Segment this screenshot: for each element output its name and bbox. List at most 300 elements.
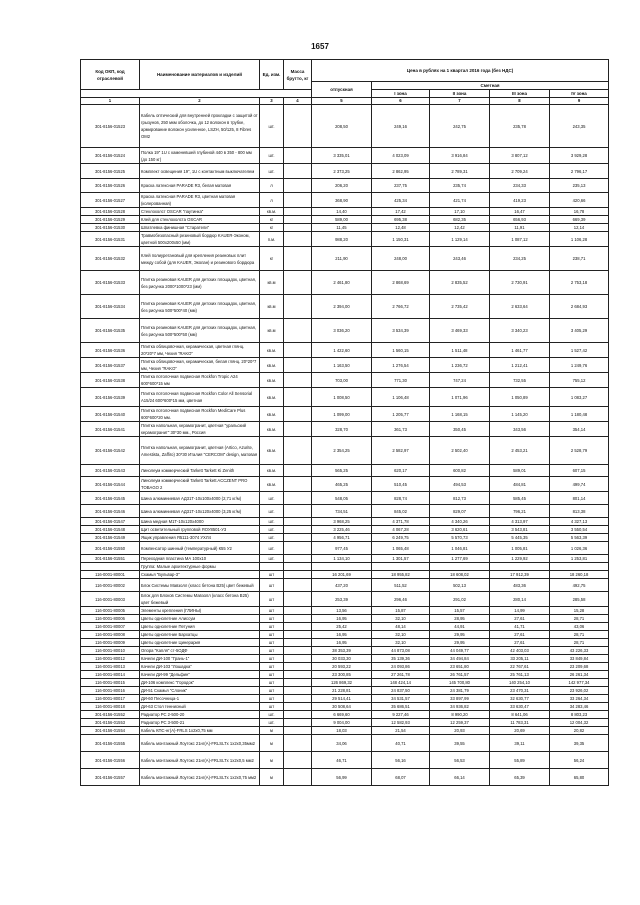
- row-price-release: 46,71: [312, 752, 372, 769]
- row-price-zone-3: 1 050,89: [490, 388, 550, 407]
- table-row: [81, 295, 609, 319]
- table-row: [81, 437, 609, 465]
- header-release-price: отпускная: [312, 82, 372, 98]
- row-price-zone-3: 343,56: [490, 422, 550, 437]
- row-price-release: 1 008,50: [312, 388, 372, 407]
- row-name: Элементы крепления (ГЛИНЫ): [140, 607, 260, 615]
- row-price-zone-4: 43,06: [550, 623, 609, 631]
- row-price-release: 34,06: [312, 735, 372, 752]
- table-row: [81, 477, 609, 492]
- row-price-zone-1: 44 873,08: [372, 647, 430, 655]
- row-code: 301-8156-01556: [81, 752, 140, 769]
- row-unit: шт: [260, 607, 284, 615]
- row-name: Шина медная М1Т-10х120х4000: [140, 518, 260, 526]
- row-price-zone-2: 17,10: [430, 208, 490, 216]
- row-price-zone-4: 12 004,32: [550, 719, 609, 727]
- row-price-zone-1: 1 560,15: [372, 343, 430, 358]
- row-name: Кабель КПС-нг(А)-FRLS 1х2х0,75 мм: [140, 727, 260, 735]
- row-unit: шт: [260, 579, 284, 592]
- row-price-zone-4: 1 527,42: [550, 343, 609, 358]
- row-price-zone-3: 1 087,12: [490, 232, 550, 247]
- row-name: Плитка облицовочная, керамическая, белая глянц. 20*20*7 мм, Чехия "RAKO": [140, 358, 260, 373]
- row-mass: [284, 719, 312, 727]
- row-name: Шина алюминиевая АД31Т-10х100х4000 (2,71 кг/м): [140, 492, 260, 505]
- row-price-zone-1: 32,10: [372, 631, 430, 639]
- row-price-zone-1: 32,10: [372, 639, 430, 647]
- row-price-zone-3: 1 229,92: [490, 555, 550, 563]
- row-price-zone-4: [550, 563, 609, 571]
- row-price-zone-1: 1 301,57: [372, 555, 430, 563]
- row-price-zone-4: 20,82: [550, 727, 609, 735]
- column-index: 2: [140, 98, 260, 105]
- row-price-zone-3: 3 807,12: [490, 148, 550, 164]
- row-unit: л: [260, 179, 284, 193]
- row-price-zone-4: 420,66: [550, 193, 609, 208]
- row-price-zone-2: 5 570,73: [430, 534, 490, 542]
- row-mass: [284, 655, 312, 663]
- row-mass: [284, 388, 312, 407]
- row-price-zone-3: 234,33: [490, 179, 550, 193]
- row-code: 116-0001-80013: [81, 663, 140, 671]
- row-price-zone-2: 34 936,82: [430, 703, 490, 711]
- row-price-zone-2: 812,73: [430, 492, 490, 505]
- row-price-zone-4: 4 327,13: [550, 518, 609, 526]
- row-price-release: 4 956,71: [312, 534, 372, 542]
- row-price-release: 2 373,25: [312, 164, 372, 179]
- row-code: 301-8156-01534: [81, 295, 140, 319]
- row-name: Переходная пластина МА 100х10: [140, 555, 260, 563]
- row-price-zone-3: 33 205,11: [490, 655, 550, 663]
- row-unit: шт.: [260, 148, 284, 164]
- row-price-zone-2: 1 511,48: [430, 343, 490, 358]
- row-price-zone-1: 12 582,93: [372, 719, 430, 727]
- row-price-zone-2: 829,07: [430, 505, 490, 518]
- row-price-zone-4: 34 283,46: [550, 703, 609, 711]
- row-name: Шпатлевка финишная "Старатели": [140, 224, 260, 232]
- row-price-zone-4: 56,24: [550, 752, 609, 769]
- row-mass: [284, 518, 312, 526]
- row-price-zone-1: 2 582,97: [372, 437, 430, 465]
- row-price-zone-4: 492,75: [550, 579, 609, 592]
- row-price-zone-1: 35 686,51: [372, 703, 430, 711]
- table-row: [81, 571, 609, 579]
- table-row: [81, 679, 609, 687]
- row-unit: кв.м.: [260, 208, 284, 216]
- row-price-zone-3: 27,61: [490, 615, 550, 623]
- table-row: [81, 518, 609, 526]
- row-name: ДИ-106 комплекс "Городок": [140, 679, 260, 687]
- row-price-zone-2: 747,24: [430, 373, 490, 388]
- row-unit: м: [260, 735, 284, 752]
- row-price-zone-4: 499,74: [550, 477, 609, 492]
- row-mass: [284, 295, 312, 319]
- row-price-zone-1: 27 261,78: [372, 671, 430, 679]
- row-mass: [284, 247, 312, 271]
- row-name: Компенсатор шинный (температурный) К55 У2: [140, 542, 260, 555]
- row-price-zone-1: 425,34: [372, 193, 430, 208]
- page-number: 1657: [311, 42, 329, 51]
- row-price-zone-4: 2 684,93: [550, 295, 609, 319]
- row-price-zone-2: 1 071,96: [430, 388, 490, 407]
- row-unit: шт.: [260, 719, 284, 727]
- row-unit: м: [260, 752, 284, 769]
- row-price-zone-2: 3 916,84: [430, 148, 490, 164]
- row-name: Опора "Капля" ст-5ОДФ: [140, 647, 260, 655]
- row-unit: шт: [260, 671, 284, 679]
- row-mass: [284, 358, 312, 373]
- row-price-release: 14,40: [312, 208, 372, 216]
- header-zone-4: IV зона: [550, 90, 609, 98]
- row-price-zone-1: 237,75: [372, 179, 430, 193]
- row-price-zone-2: 1 046,81: [430, 542, 490, 555]
- row-unit: шт.: [260, 518, 284, 526]
- row-price-zone-1: 35 139,36: [372, 655, 430, 663]
- row-price-zone-3: 27,61: [490, 639, 550, 647]
- row-price-zone-4: 28,71: [550, 639, 609, 647]
- table-row: [81, 492, 609, 505]
- row-price-zone-4: 1 083,27: [550, 388, 609, 407]
- row-price-zone-4: 2 753,18: [550, 271, 609, 295]
- row-price-release: 16,95: [312, 639, 372, 647]
- header-mass: Масса брутто, кг: [284, 60, 312, 90]
- row-price-zone-2: 350,45: [430, 422, 490, 437]
- row-price-zone-2: 33 897,99: [430, 695, 490, 703]
- row-name: Кабель монтажный Лоутокс 21нг(А)-FRLSLTx 1х2х0,75 мм2: [140, 769, 260, 786]
- row-price-zone-3: 280,14: [490, 592, 550, 607]
- row-price-zone-2: 600,82: [430, 465, 490, 477]
- row-price-release: 1 163,50: [312, 358, 372, 373]
- row-unit: кв.м.: [260, 373, 284, 388]
- row-code: 301-8156-01541: [81, 422, 140, 437]
- column-index: 8: [490, 98, 550, 105]
- row-price-zone-2: 20,93: [430, 727, 490, 735]
- row-name: ДИ-63 Стол теннисный: [140, 703, 260, 711]
- row-price-zone-2: 1 129,14: [430, 232, 490, 247]
- row-name: Щит осветительный групповой ЯОУ8501-У3: [140, 526, 260, 534]
- row-name: Плитка напольная, керамогранит, цветная "уральский керамогранит" 30*30 мм., Россия: [140, 422, 260, 437]
- row-code: 301-8156-01540: [81, 407, 140, 422]
- row-price-release: 9 004,00: [312, 719, 372, 727]
- row-price-release: 25,42: [312, 623, 372, 631]
- row-unit: кв.м.: [260, 388, 284, 407]
- row-price-zone-3: 33 630,47: [490, 703, 550, 711]
- row-price-zone-4: 285,58: [550, 592, 609, 607]
- row-price-zone-3: 14,99: [490, 607, 550, 615]
- table-row: [81, 407, 609, 422]
- row-unit: кг: [260, 247, 284, 271]
- row-mass: [284, 639, 312, 647]
- row-name: Клей полиуретановый для крепления резиновых плит между собой (для KAUER, Эколан) и резинового бордюра: [140, 247, 260, 271]
- row-mass: [284, 164, 312, 179]
- row-price-zone-2: 235,74: [430, 179, 490, 193]
- row-price-zone-1: 40,71: [372, 735, 430, 752]
- row-price-release: 206,20: [312, 179, 372, 193]
- row-code: 301-8156-01549: [81, 534, 140, 542]
- row-code: 301-8156-01553: [81, 719, 140, 727]
- row-unit: шт.: [260, 105, 284, 148]
- row-mass: [284, 271, 312, 295]
- row-price-zone-4: 1 106,28: [550, 232, 609, 247]
- table-row: [81, 422, 609, 437]
- table-row: [81, 655, 609, 663]
- table-row: [81, 542, 609, 555]
- row-unit: кг: [260, 216, 284, 224]
- row-mass: [284, 465, 312, 477]
- column-index-row: [81, 98, 609, 105]
- table-row: [81, 639, 609, 647]
- column-index: 9: [550, 98, 609, 105]
- row-code: 116-0001-80009: [81, 639, 140, 647]
- row-price-zone-1: [372, 563, 430, 571]
- row-unit: шт: [260, 647, 284, 655]
- row-price-zone-3: 419,23: [490, 193, 550, 208]
- column-index: 1: [81, 98, 140, 105]
- row-price-zone-1: 18 955,82: [372, 571, 430, 579]
- row-price-release: 23 300,85: [312, 671, 372, 679]
- table-row: [81, 247, 609, 271]
- table-row: [81, 505, 609, 518]
- table-row: [81, 271, 609, 295]
- row-price-zone-3: 42 403,03: [490, 647, 550, 655]
- row-price-zone-1: 24 093,86: [372, 663, 430, 671]
- row-price-zone-2: 66,14: [430, 769, 490, 786]
- row-unit: кв.м.: [260, 465, 284, 477]
- row-name: Плитка потолочная подвесная Rockfon Tropic A24 600*600*15 мм: [140, 373, 260, 388]
- row-name: Краска латексная PARADE R3, цветная матовая (колерованная): [140, 193, 260, 208]
- row-price-release: 548,05: [312, 492, 372, 505]
- row-price-zone-1: 4 067,28: [372, 526, 430, 534]
- row-price-zone-1: 34 531,57: [372, 695, 430, 703]
- row-price-release: 977,45: [312, 542, 372, 555]
- row-code: 116-0001-80016: [81, 687, 140, 695]
- row-price-zone-1: 6 249,75: [372, 534, 430, 542]
- row-name: Блок Системы Мавзолл (класс бетона В25) цвет бежевый: [140, 579, 260, 592]
- row-name: Линолеум коммерческий Tarkett Tarkett ACCZENT PRO TOBAGO 2: [140, 477, 260, 492]
- row-mass: [284, 695, 312, 703]
- row-price-zone-3: 235,78: [490, 105, 550, 148]
- row-price-zone-2: 3 620,61: [430, 526, 490, 534]
- table-row: [81, 358, 609, 373]
- row-mass: [284, 555, 312, 563]
- row-price-zone-2: 1 277,69: [430, 555, 490, 563]
- row-price-zone-4: 813,38: [550, 505, 609, 518]
- row-mass: [284, 542, 312, 555]
- row-price-zone-3: 484,81: [490, 477, 550, 492]
- table-row: [81, 615, 609, 623]
- row-code: 301-8156-01536: [81, 343, 140, 358]
- row-price-zone-4: 1 026,36: [550, 542, 609, 555]
- row-name: Радиатор РС 3-500-21: [140, 719, 260, 727]
- row-price-release: 208,50: [312, 105, 372, 148]
- row-price-zone-1: 620,17: [372, 465, 430, 477]
- row-price-zone-3: 55,89: [490, 752, 550, 769]
- table-row: [81, 711, 609, 719]
- row-price-zone-2: 243,46: [430, 247, 490, 271]
- row-name: Плитка резиновая KAUER для детских площадок, цветная, без рисунка 2000*1000*23 (мм): [140, 271, 260, 295]
- row-code: 301-8156-01523: [81, 105, 140, 148]
- table-row: [81, 607, 609, 615]
- row-code: 116-0001-80006: [81, 615, 140, 623]
- row-unit: кв.м.: [260, 477, 284, 492]
- row-price-zone-4: 3 929,28: [550, 148, 609, 164]
- row-unit: шт: [260, 695, 284, 703]
- row-price-release: 2 354,25: [312, 437, 372, 465]
- row-price-zone-1: 2 868,69: [372, 271, 430, 295]
- row-price-zone-3: 16,47: [490, 208, 550, 216]
- row-price-zone-2: 242,75: [430, 105, 490, 148]
- row-name: Цветы однолетние Цинерария: [140, 639, 260, 647]
- row-price-zone-4: 16,78: [550, 208, 609, 216]
- row-price-zone-2: 2 735,42: [430, 295, 490, 319]
- row-price-zone-1: 68,07: [372, 769, 430, 786]
- row-price-zone-1: 48,14: [372, 623, 430, 631]
- row-unit: шт.: [260, 492, 284, 505]
- table-row: [81, 179, 609, 193]
- row-price-release: 1 422,60: [312, 343, 372, 358]
- row-unit: кг: [260, 224, 284, 232]
- row-price-zone-1: 24 837,50: [372, 687, 430, 695]
- table-row: [81, 373, 609, 388]
- table-row: [81, 105, 609, 148]
- row-name: Плитка потолочная подвесная Rockfon MediCare Plus 600*600*20 мм.: [140, 407, 260, 422]
- row-unit: шт: [260, 663, 284, 671]
- row-price-zone-1: 1 106,48: [372, 388, 430, 407]
- row-price-release: 589,00: [312, 216, 372, 224]
- row-code: 301-8156-01538: [81, 373, 140, 388]
- row-price-release: 16 201,69: [312, 571, 372, 579]
- row-unit: м: [260, 769, 284, 786]
- table-row: [81, 148, 609, 164]
- row-price-zone-3: 796,21: [490, 505, 550, 518]
- row-price-zone-3: 589,01: [490, 465, 550, 477]
- row-price-zone-4: 1 180,48: [550, 407, 609, 422]
- row-price-zone-3: 39,11: [490, 735, 550, 752]
- row-code: 301-8156-01551: [81, 555, 140, 563]
- row-price-zone-2: 28,95: [430, 615, 490, 623]
- row-mass: [284, 216, 312, 224]
- row-code: 116-0001-80015: [81, 679, 140, 687]
- row-price-release: 988,20: [312, 232, 372, 247]
- row-price-zone-1: 510,45: [372, 477, 430, 492]
- row-mass: [284, 752, 312, 769]
- row-price-zone-4: 235,13: [550, 179, 609, 193]
- row-price-zone-1: 828,74: [372, 492, 430, 505]
- row-price-zone-2: 8 990,20: [430, 711, 490, 719]
- row-price-zone-2: 2 502,40: [430, 437, 490, 465]
- row-price-release: 3 968,25: [312, 518, 372, 526]
- row-price-zone-4: 2 528,79: [550, 437, 609, 465]
- row-mass: [284, 579, 312, 592]
- row-code: 301-8156-01557: [81, 769, 140, 786]
- row-price-zone-3: 23 470,31: [490, 687, 550, 695]
- row-price-zone-4: 18 260,18: [550, 571, 609, 579]
- row-code: 301-8156-01554: [81, 727, 140, 735]
- row-mass: [284, 437, 312, 465]
- row-unit: шт.: [260, 542, 284, 555]
- table-row: [81, 592, 609, 607]
- row-unit: шт: [260, 592, 284, 607]
- row-code: 301-8156-01550: [81, 542, 140, 555]
- row-price-zone-2: 29,95: [430, 639, 490, 647]
- row-price-zone-2: 2 835,52: [430, 271, 490, 295]
- row-price-zone-2: 15,57: [430, 607, 490, 615]
- row-unit: кв.м: [260, 319, 284, 343]
- row-unit: кв.м.: [260, 407, 284, 422]
- row-price-zone-2: 502,13: [430, 579, 490, 592]
- row-price-release: 3 036,20: [312, 319, 372, 343]
- row-mass: [284, 563, 312, 571]
- row-name: Плитка резиновая KAUER для детских площадок, цветная, без рисунка 500*500*50 (мм): [140, 319, 260, 343]
- row-price-zone-4: 238,71: [550, 247, 609, 271]
- row-unit: шт.: [260, 711, 284, 719]
- row-price-release: 126 869,32: [312, 679, 372, 687]
- row-name: Линолеум коммерческий Tarkett Tarkett Ki Zenith: [140, 465, 260, 477]
- row-name: Полка 19" 1U с каменевшей глубиной 440 в 350 - 800 мм (до 150 кг): [140, 148, 260, 164]
- row-price-release: 30 033,30: [312, 655, 372, 663]
- row-price-release: 18,03: [312, 727, 372, 735]
- row-price-release: 2 394,00: [312, 295, 372, 319]
- header-spacer: [81, 90, 312, 98]
- row-price-zone-4: 1 249,76: [550, 358, 609, 373]
- row-unit: кв.м: [260, 271, 284, 295]
- row-price-zone-4: 65,80: [550, 769, 609, 786]
- row-price-zone-3: 4 313,97: [490, 518, 550, 526]
- row-price-zone-2: 39,55: [430, 735, 490, 752]
- row-price-zone-4: 15,28: [550, 607, 609, 615]
- row-price-release: 253,39: [312, 592, 372, 607]
- row-code: 116-0001-80017: [81, 695, 140, 703]
- row-code: 301-8156-01532: [81, 247, 140, 271]
- row-unit: шт: [260, 655, 284, 663]
- row-name: Качели ДИ-99 "Дельфин": [140, 671, 260, 679]
- row-price-zone-4: 26 261,34: [550, 671, 609, 679]
- row-price-release: 211,90: [312, 247, 372, 271]
- row-mass: [284, 208, 312, 216]
- row-name: Группа: Малые архитектурные формы: [140, 563, 260, 571]
- row-price-zone-3: 22 767,61: [490, 663, 550, 671]
- row-price-zone-2: 12,42: [430, 224, 490, 232]
- row-unit: шт: [260, 615, 284, 623]
- row-price-zone-3: 2 633,64: [490, 295, 550, 319]
- row-mass: [284, 505, 312, 518]
- row-code: 116-0001-80012: [81, 655, 140, 663]
- header-price-group: Цена в рублях на 1 квартал 2016 года (без НДС): [312, 60, 609, 82]
- row-price-zone-1: 9 227,46: [372, 711, 430, 719]
- row-mass: [284, 148, 312, 164]
- row-price-zone-1: 56,16: [372, 752, 430, 769]
- row-code: 301-8156-01542: [81, 437, 140, 465]
- row-unit: кв.м.: [260, 358, 284, 373]
- row-price-zone-2: 145 700,80: [430, 679, 490, 687]
- row-price-zone-4: 12,14: [550, 224, 609, 232]
- row-price-zone-1: 12,48: [372, 224, 430, 232]
- table-row: [81, 534, 609, 542]
- row-price-zone-4: 33 849,84: [550, 655, 609, 663]
- header-zone-2: II зона: [430, 90, 490, 98]
- row-mass: [284, 671, 312, 679]
- row-price-zone-2: 34 494,84: [430, 655, 490, 663]
- row-mass: [284, 711, 312, 719]
- row-code: 301-8156-01544: [81, 477, 140, 492]
- row-price-zone-4: 354,14: [550, 422, 609, 437]
- row-price-zone-1: 845,02: [372, 505, 430, 518]
- price-table-body: [81, 105, 609, 786]
- row-code: 116-0001-80003: [81, 592, 140, 607]
- row-price-release: 56,99: [312, 769, 372, 786]
- row-code: 116-0001-80010: [81, 647, 140, 655]
- row-price-zone-3: 1 005,81: [490, 542, 550, 555]
- table-row: [81, 319, 609, 343]
